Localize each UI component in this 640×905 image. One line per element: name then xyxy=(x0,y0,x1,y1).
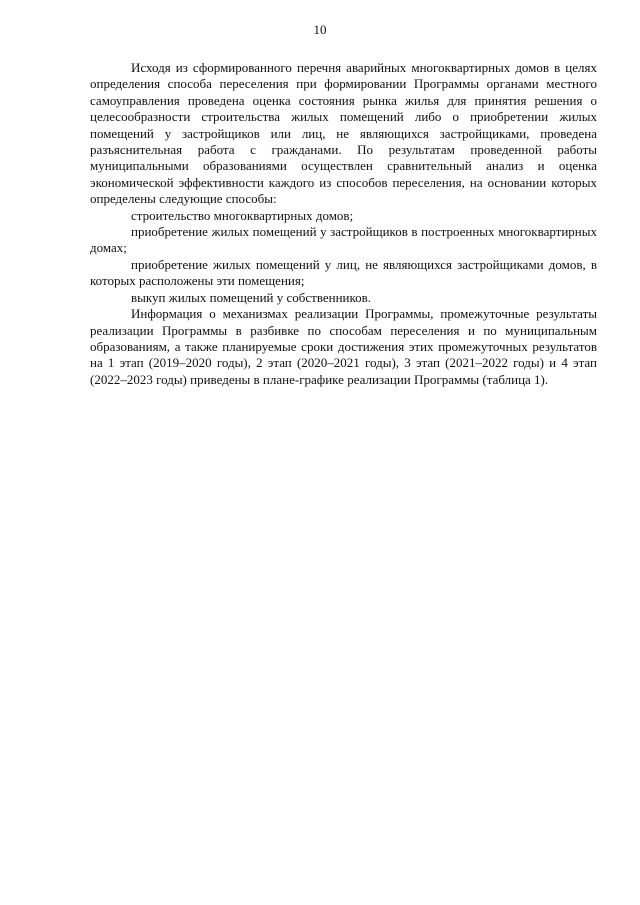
page-number: 10 xyxy=(313,22,327,37)
paragraph-program-info: Информация о механизмах реализации Программы, промежуточные результаты реализации Программы в разбивке по способам переселения и по муниципальным образованиям, а также планируемые сроки достижения этих промежуточных результатов на 1 этап (2019–2020 годы), 2 этап (2020–2021 годы), 3 этап (2021–2022 годы) и 4 этап (2022–2023 годы) приведены в плане-графике реализации Программы (таблица 1). xyxy=(90,306,597,387)
paragraph-method-buyout: выкуп жилых помещений у собственников. xyxy=(131,289,372,305)
paragraph-method-construction: строительство многоквартирных домов; xyxy=(131,207,354,223)
paragraph-method-purchase-developers: приобретение жилых помещений у застройщиков в построенных многоквартирных домах; xyxy=(90,224,597,256)
document-body xyxy=(90,60,597,388)
paragraph-method-purchase-non-developers: приобретение жилых помещений у лиц, не являющихся застройщиками домов, в которых расположены эти помещения; xyxy=(90,256,597,289)
paragraph-intro: Исходя из сформированного перечня аварийных многоквартирных домов в целях определения способа переселения при формировании Программы органами местного самоуправления проведена оценка состояния рынка жилья для принятия решения о целесообразности строительства жилых помещений либо о приобретении жилых помещений у застройщиков или лиц, не являющихся застройщиками, проведена разъяснительная работа с гражданами. По результатам проведенной работы муниципальными образованиями осуществлен сравнительный анализ и оценка экономической эффективности каждого из способов переселения, на основании которых определены следующие способы: xyxy=(90,60,597,207)
